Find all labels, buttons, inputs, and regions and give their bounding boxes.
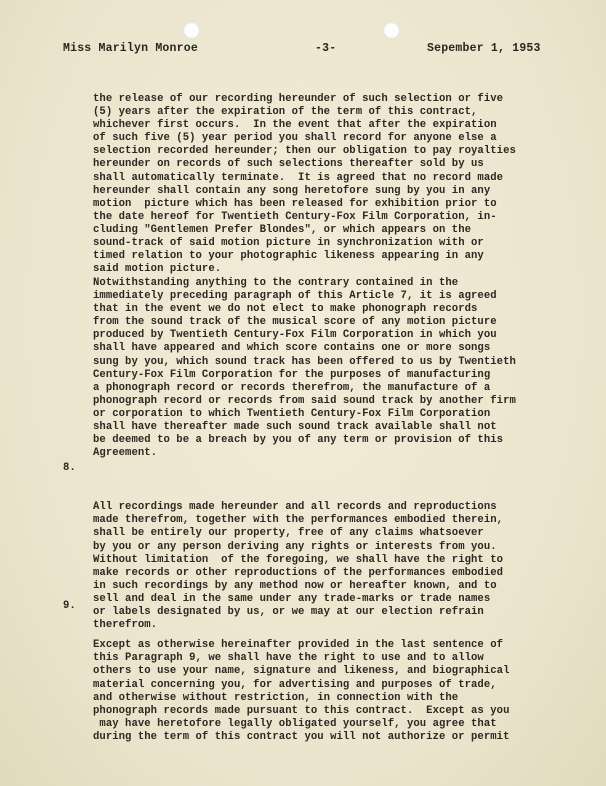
text-line: produced by Twentieth Century-Fox Film Corporation in which you [93, 329, 497, 342]
text-line: cluding "Gentlemen Prefer Blondes", or which appears on the [93, 223, 472, 236]
text-line: therefrom. [93, 619, 158, 632]
text-line: (5) years after the expiration of the term of this contract, [93, 106, 478, 119]
clause-number: 8. [63, 462, 76, 474]
clause-number: 9. [63, 600, 76, 612]
paragraph-continuation [93, 93, 516, 276]
punch-hole-right [383, 22, 400, 39]
text-line: a phonograph record or records therefrom, the manufacture of a [93, 381, 491, 394]
text-line: by you or any person deriving any rights or interests from you. [93, 540, 497, 553]
page-header [63, 42, 563, 58]
text-line: make records or other reproductions of the performances embodied [93, 566, 504, 579]
text-line: Except as otherwise hereinafter provided in the last sentence of [93, 639, 504, 652]
text-line: and otherwise without restriction, in connection with the [93, 691, 459, 704]
text-line: or labels designated by us, or we may at our election refrain [93, 606, 484, 619]
text-line: shall be entirely our property, free of any claims whatsoever [93, 527, 484, 540]
text-line: from the sound track of the musical score of any motion picture [93, 316, 497, 329]
text-line: during the term of this contract you will not authorize or permit [93, 730, 510, 743]
text-line: be deemed to be a breach by you of any term or provision of this [93, 434, 504, 447]
text-line: or corporation to which Twentieth Century-Fox Film Corporation [93, 407, 491, 420]
clause-9 [63, 600, 510, 744]
text-line: phonograph record or records from said sound track by another firm [93, 394, 516, 407]
text-line: hereunder on records of such selections thereafter sold by us [93, 158, 484, 171]
punch-hole-left [183, 22, 200, 39]
text-line: All recordings made hereunder and all records and reproductions [93, 501, 497, 514]
text-line: of such five (5) year period you shall record for anyone else a [93, 132, 497, 145]
text-line: whichever first occurs. In the event that after the expiration [93, 119, 497, 132]
text-line: sound-track of said motion picture in synchronization with or [93, 237, 484, 250]
text-line: this Paragraph 9, we shall have the right to use and to allow [93, 652, 484, 665]
text-line: the date hereof for Twentieth Century-Fox Film Corporation, in- [93, 210, 497, 223]
text-line: shall automatically terminate. It is agreed that no record made [93, 171, 504, 184]
text-line: may have heretofore legally obligated yourself, you agree that [93, 717, 497, 730]
text-line: selection recorded hereunder; then our obligation to pay royalties [93, 145, 516, 158]
text-line: immediately preceding paragraph of this Article 7, it is agreed [93, 290, 497, 303]
text-line: material concerning you, for advertising and purposes of trade, [93, 678, 497, 691]
text-line: in such recordings by any method now or hereafter known, and to [93, 579, 497, 592]
paragraph-notwithstanding [93, 277, 516, 460]
text-line: Notwithstanding anything to the contrary contained in the [93, 277, 459, 289]
text-line: made therefrom, together with the performances embodied therein, [93, 514, 504, 527]
text-line: said motion picture. [93, 263, 222, 276]
addressee-name: Miss Marilyn Monroe [63, 42, 198, 55]
text-line: Agreement. [93, 447, 158, 460]
text-line: phonograph records made pursuant to this contract. Except as you [93, 704, 510, 717]
page-number: -3- [315, 42, 337, 55]
text-line: timed relation to your photographic likeness appearing in any [93, 250, 484, 263]
text-line: shall have appeared and which score contains one or more songs [93, 342, 491, 355]
text-line: Century-Fox Film Corporation for the purposes of manufacturing [93, 368, 491, 381]
text-line: motion picture which has been released for exhibition prior to [93, 197, 497, 210]
text-line: Without limitation of the foregoing, we shall have the right to [93, 553, 504, 566]
letter-date: Sepember 1, 1953 [427, 42, 541, 55]
text-line: that in the event we do not elect to make phonograph records [93, 303, 478, 316]
text-line: hereunder shall contain any song heretofore sung by you in any [93, 184, 491, 197]
text-line: shall have thereafter made such sound track available shall not [93, 421, 497, 434]
text-line: the release of our recording hereunder of such selection or five [93, 93, 504, 105]
text-line: others to use your name, signature and likeness, and biographical [93, 665, 510, 678]
text-line: sell and deal in the same under any trade-marks or trade names [93, 592, 491, 605]
text-line: sung by you, which sound track has been offered to us by Twentieth [93, 355, 516, 368]
